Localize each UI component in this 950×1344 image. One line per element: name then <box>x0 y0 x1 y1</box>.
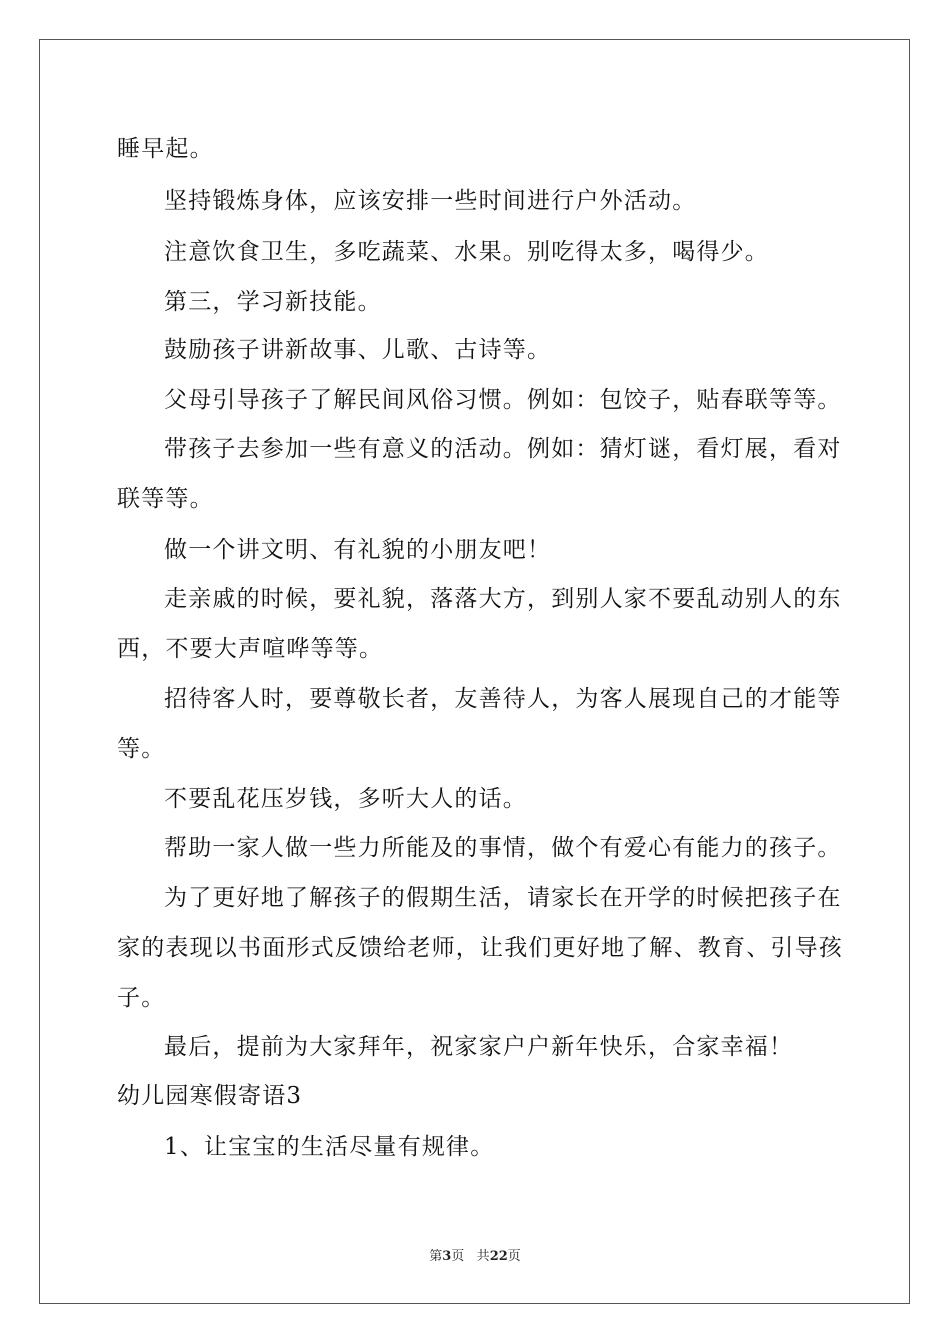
text-line-16: 为了更好地了解孩子的假期生活，请家长在开学的时候把孩子在 <box>164 885 842 911</box>
current-page-number: 3 <box>442 1249 452 1264</box>
total-page-count: 22 <box>489 1249 508 1264</box>
text-line-4: 第三，学习新技能。 <box>164 289 382 315</box>
page-border <box>39 39 910 1304</box>
page-footer <box>0 1248 950 1266</box>
text-line-19: 最后，提前为大家拜年，祝家家户户新年快乐，合家幸福！ <box>164 1034 794 1060</box>
section-heading: 幼儿园寒假寄语3 <box>117 1083 303 1109</box>
text-line-10: 走亲戚的时候，要礼貌，落落大方，到别人家不要乱动别人的东 <box>164 586 842 612</box>
text-line-7: 带孩子去参加一些有意义的活动。例如：猜灯谜，看灯展，看对 <box>164 436 842 462</box>
text-line-15: 帮助一家人做一些力所能及的事情，做个有爱心有能力的孩子。 <box>164 835 842 861</box>
text-line-2: 坚持锻炼身体，应该安排一些时间进行户外活动。 <box>164 188 697 214</box>
text-line-18: 子。 <box>117 985 166 1011</box>
text-line-8: 联等等。 <box>117 486 214 512</box>
text-line-14: 不要乱花压岁钱，多听大人的话。 <box>164 786 527 812</box>
footer-total-suffix: 页 <box>507 1249 521 1264</box>
footer-page-suffix: 页 <box>451 1249 465 1264</box>
footer-total-prefix: 共 <box>476 1249 490 1264</box>
text-line-5: 鼓励孩子讲新故事、儿歌、古诗等。 <box>164 337 552 363</box>
text-line-1: 睡早起。 <box>117 136 214 162</box>
text-line-12: 招待客人时，要尊敬长者，友善待人，为客人展现自己的才能等 <box>164 686 842 712</box>
text-line-17: 家的表现以书面形式反馈给老师，让我们更好地了解、教育、引导孩 <box>117 935 843 961</box>
text-line-3: 注意饮食卫生，多吃蔬菜、水果。别吃得太多，喝得少。 <box>164 239 769 265</box>
text-line-6: 父母引导孩子了解民间风俗习惯。例如：包饺子，贴春联等等。 <box>164 387 842 413</box>
text-line-9: 做一个讲文明、有礼貌的小朋友吧！ <box>164 537 552 563</box>
text-line-21: 1、让宝宝的生活尽量有规律。 <box>164 1134 495 1160</box>
text-line-11: 西，不要大声喧哗等等。 <box>117 636 384 662</box>
footer-prefix: 第 <box>429 1249 443 1264</box>
text-line-13: 等。 <box>117 736 166 762</box>
